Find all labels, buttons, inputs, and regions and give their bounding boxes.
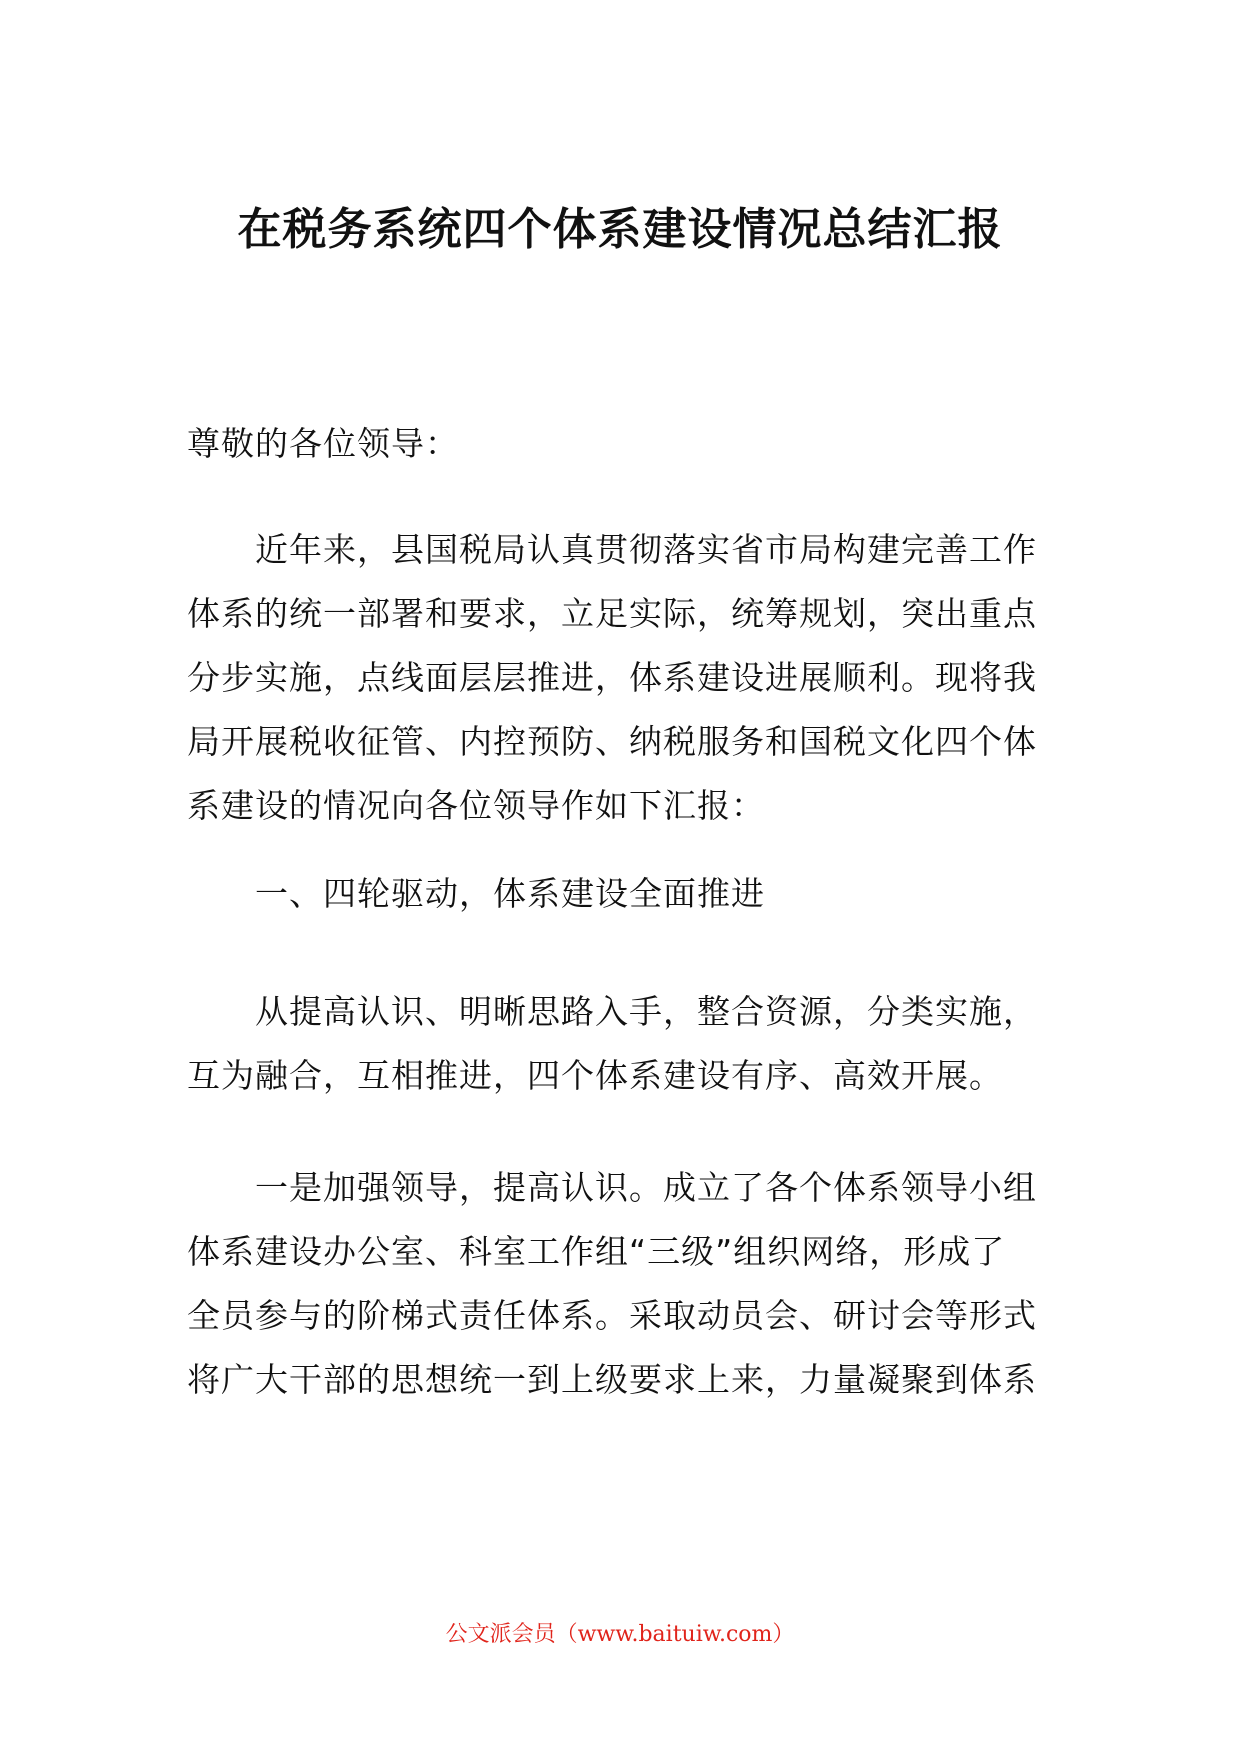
paragraph-leadership [187,1156,1057,1412]
paragraph-line: 局开展税收征管、内控预防、纳税服务和国税文化四个体 [187,722,1037,761]
paragraph-line: 分步实施，点线面层层推进，体系建设进展顺利。现将我 [187,658,1037,697]
paragraph-line: 从提高认识、明晰思路入手，整合资源，分类实施， [255,992,1037,1031]
salutation: 尊敬的各位领导： [187,424,459,463]
paragraph-line: 全员参与的阶梯式责任体系。采取动员会、研讨会等形式 [187,1296,1037,1335]
paragraph-line: 将广大干部的思想统一到上级要求上来，力量凝聚到体系 [187,1360,1037,1399]
paragraph-line: 系建设的情况向各位领导作如下汇报： [187,786,765,825]
section-heading: 一、四轮驱动，体系建设全面推进 [255,874,765,913]
document-title: 在税务系统四个体系建设情况总结汇报 [237,204,1003,255]
footer-watermark: 公文派会员（www.baituiw.com） [445,1622,795,1647]
paragraph-intro [187,518,1057,838]
paragraph-line: 一是加强领导，提高认识。成立了各个体系领导小组 [255,1168,1037,1207]
paragraph-line: 互为融合，互相推进，四个体系建设有序、高效开展。 [187,1056,1003,1095]
paragraph-approach [187,980,1057,1108]
paragraph-line: 体系建设办公室、科室工作组“三级”组织网络，形成了 [187,1232,1006,1271]
paragraph-line: 近年来，县国税局认真贯彻落实省市局构建完善工作 [255,530,1037,569]
paragraph-line: 体系的统一部署和要求，立足实际，统筹规划，突出重点 [187,594,1037,633]
